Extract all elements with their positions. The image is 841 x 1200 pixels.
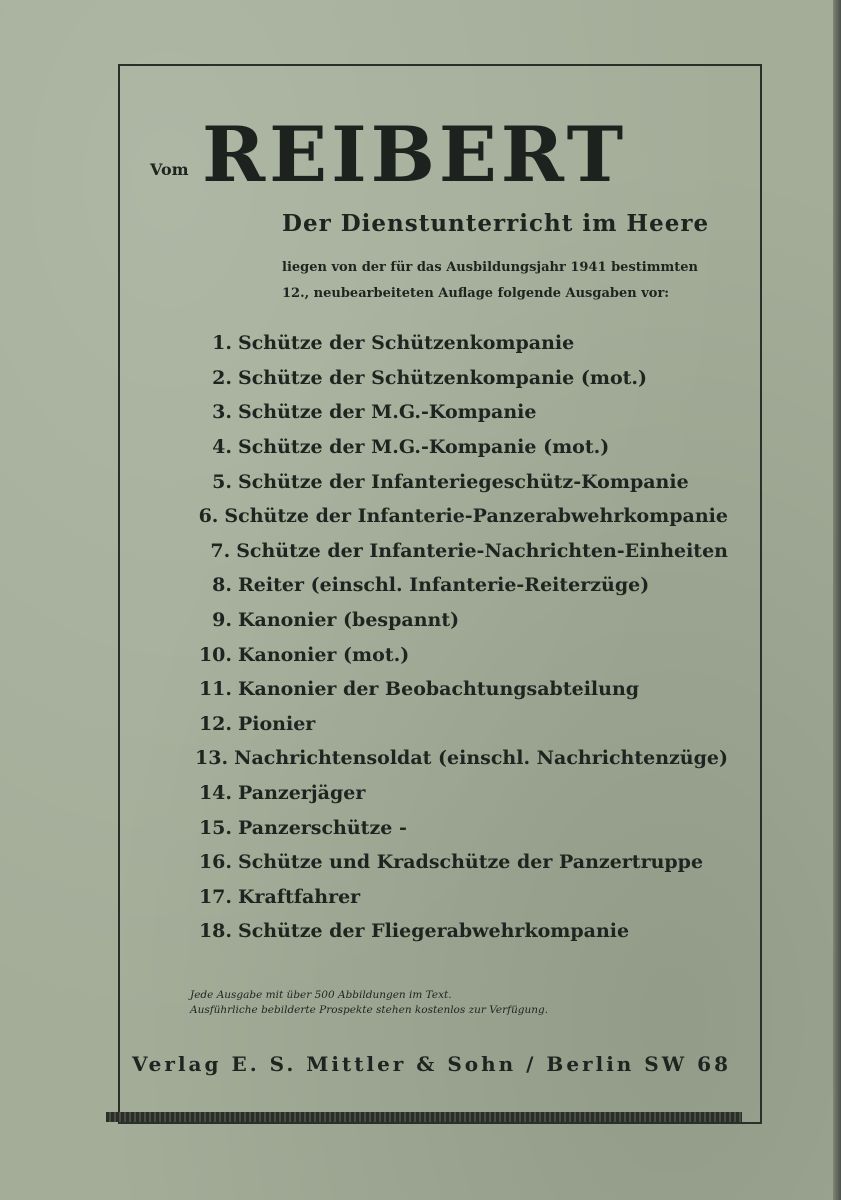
list-item (188, 464, 728, 499)
page-subtitle: Der Dienstunterricht im Heere (282, 210, 710, 237)
list-item-label: Schütze der Schützenkompanie (mot.) (238, 366, 647, 389)
list-item-number: 9. (212, 609, 232, 632)
list-item (188, 810, 728, 845)
list-item-label: Reiter (einschl. Infanterie-Reiterzüge) (238, 574, 650, 597)
list-item-label: Kraftfahrer (238, 885, 361, 908)
list-item-label: Schütze und Kradschütze der Panzertruppe (238, 851, 704, 874)
list-item (188, 430, 728, 465)
list-item (188, 568, 728, 603)
list-item-label: Schütze der Infanterie-Nachrichten-Einheiten (236, 539, 728, 562)
list-item (188, 672, 728, 707)
list-item-label: Kanonier (mot.) (238, 643, 410, 666)
list-item-number: 6. (198, 505, 219, 528)
list-item-label: Panzerjäger (238, 782, 366, 805)
list-item-number: 7. (210, 539, 231, 562)
list-item (188, 776, 728, 811)
list-item-number: 14. (198, 782, 232, 805)
page-title: REIBERT (202, 110, 628, 199)
list-item-label: Schütze der Infanterie-Panzerabwehrkompanie (224, 505, 728, 528)
note-line-1: Jede Ausgabe mit über 500 Abbildungen im Text. (190, 989, 452, 1001)
list-item-label: Kanonier (bespannt) (238, 609, 460, 632)
list-item (188, 845, 728, 880)
list-item-label: Schütze der Infanteriegeschütz-Kompanie (238, 470, 689, 493)
list-item-label: Pionier (238, 712, 316, 735)
list-item (188, 395, 728, 430)
list-item (188, 914, 728, 949)
list-item-number: 1. (212, 332, 232, 355)
list-item-number: 17. (198, 885, 232, 908)
list-item (188, 361, 728, 396)
intro-text (282, 255, 752, 307)
list-item-number: 11. (198, 678, 232, 701)
list-item-number: 5. (212, 470, 232, 493)
list-item (188, 499, 728, 534)
list-item (188, 880, 728, 915)
list-item-number: 3. (212, 401, 232, 424)
list-item-label: Kanonier der Beobachtungsabteilung (238, 678, 640, 701)
intro-line-1: liegen von der für das Ausbildungsjahr 1941 bestimmten (282, 260, 698, 275)
list-item (188, 534, 728, 569)
edition-list (188, 326, 728, 949)
list-item-label: Schütze der Schützenkompanie (238, 332, 575, 355)
list-item-number: 18. (198, 920, 232, 943)
list-item-number: 4. (212, 436, 232, 459)
list-item-label: Schütze der Fliegerabwehrkompanie (238, 920, 630, 943)
notes (190, 988, 650, 1018)
list-item (188, 326, 728, 361)
list-item-label: Schütze der M.G.-Kompanie (mot.) (238, 436, 610, 459)
title-prefix: Vom (150, 160, 189, 179)
intro-line-2: 12., neubearbeiteten Auflage folgende Ausgaben vor: (282, 286, 670, 301)
list-item-label: Nachrichtensoldat (einschl. Nachrichtenzüge) (234, 747, 728, 770)
list-item (188, 603, 728, 638)
list-item-label: Schütze der M.G.-Kompanie (238, 401, 537, 424)
list-item-number: 15. (198, 816, 232, 839)
list-item-label: Panzerschütze - (238, 816, 407, 839)
list-item-number: 8. (212, 574, 232, 597)
list-item-number: 10. (198, 643, 232, 666)
list-item (188, 637, 728, 672)
frame-bottom-rule (106, 1112, 742, 1122)
list-item-number: 12. (198, 712, 232, 735)
note-line-2: Ausführliche bebilderte Prospekte stehen kostenlos zur Verfügung. (190, 1004, 549, 1016)
book-spine-edge (833, 0, 841, 1200)
list-item-number: 2. (212, 366, 232, 389)
list-item-number: 13. (195, 747, 229, 770)
list-item (188, 741, 728, 776)
list-item (188, 707, 728, 742)
list-item-number: 16. (198, 851, 232, 874)
publisher-imprint: Verlag E. S. Mittler & Sohn / Berlin SW 68 (132, 1052, 731, 1076)
